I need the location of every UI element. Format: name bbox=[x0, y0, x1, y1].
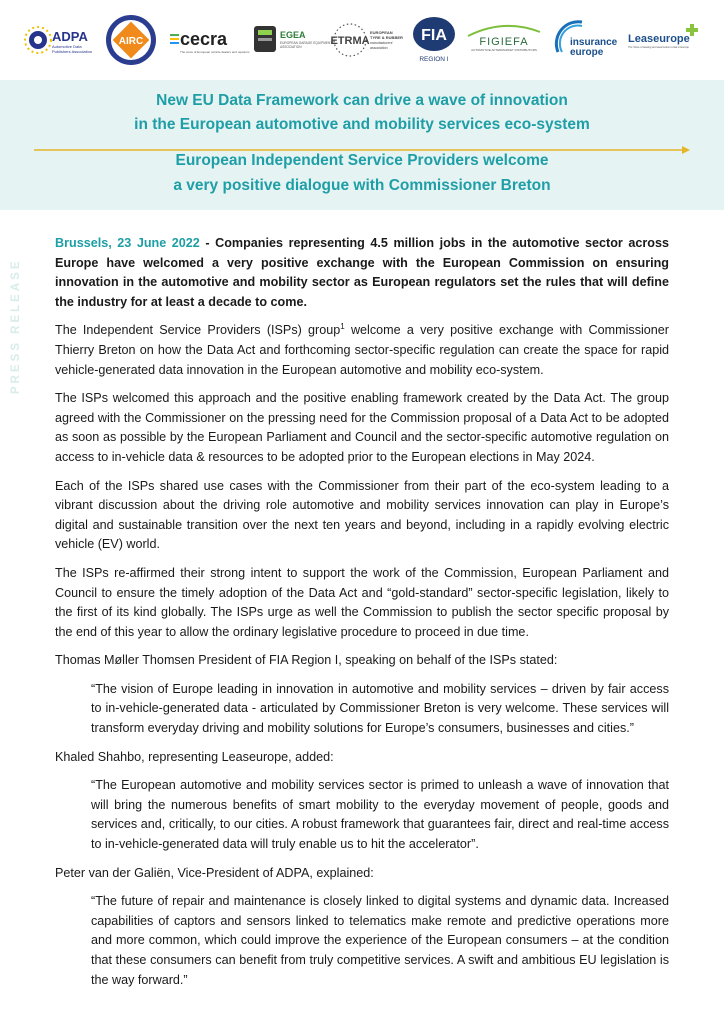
etrma-name: ETRMA bbox=[330, 35, 370, 47]
leaseurope-logo bbox=[626, 12, 704, 68]
header-divider-arrow bbox=[34, 145, 690, 155]
paragraph-2: The ISPs welcomed this approach and the positive enabling framework created by the Data Act. The group agreed with the Commissioner on the pressing need for the Commission proposal of a Data Act to be adopted as soon as possible by the European Parliament and Council and the sector-specific automotive regulation on access to in-vehicle data & resources to be adopted prior to the European elections in May 2024. bbox=[55, 391, 669, 464]
etrma-tagline-2: TYRE & RUBBER bbox=[370, 35, 403, 40]
adpa-name: ADPA bbox=[52, 29, 88, 44]
logo-bar bbox=[0, 0, 724, 80]
insurance-line-2: europe bbox=[570, 47, 604, 58]
lead-paragraph bbox=[55, 234, 669, 312]
figiefa-logo bbox=[464, 12, 544, 68]
etrma-logo bbox=[332, 12, 406, 68]
egea-name: EGEA bbox=[280, 30, 306, 40]
airc-logo bbox=[104, 12, 158, 68]
fia-name: FIA bbox=[421, 27, 447, 44]
subtitle-line-1: European Independent Service Providers welcome bbox=[175, 152, 549, 169]
paragraph-3: Each of the ISPs shared use cases with the Commissioner from their part of the eco-system leading to a vibrant discussion about the driving role automotive and mobility services innovation can play in Europe’s digital and sustainable transition over the next ten years and beyond, including in a rapidly evolving electric vehicle (EV) world. bbox=[55, 478, 669, 552]
leaseurope-name: Leaseurope bbox=[628, 33, 690, 45]
quote-2: “The European automotive and mobility services sector is primed to unleash a wave of innovation that will bring the numerous benefits of smart mobility to the everyday movement of people, goods and services and, critically, to our cities. A robust framework that guarantees fair, direct and real-time access to in-vehicle-generated data will truly enable us to hit the accelerator”. bbox=[91, 778, 669, 852]
quote-1: “The vision of Europe leading in innovation in automotive and mobility services – driven by fair access to in-vehicle-generated data - articulated by Commissioner Breton is very welcome. These services will transform everyday driving and mobility solutions for Europe’s consumers, businesses and cities.” bbox=[91, 681, 669, 736]
egea-logo bbox=[252, 12, 333, 68]
cecra-logo bbox=[168, 12, 248, 68]
fia-logo bbox=[410, 12, 460, 68]
leaseurope-tagline: The Voice of leasing and automotive rental in Europe bbox=[628, 46, 689, 49]
insurance-europe-logo bbox=[552, 12, 616, 68]
subtitle-line-2: a very positive dialogue with Commissioner Breton bbox=[173, 177, 551, 194]
cecra-name: cecra bbox=[180, 29, 228, 49]
lead-text: - Companies representing 4.5 million jobs in the automotive sector across Europe have welcomed a very positive exchange with the European Commission on ensuring innovation in the automotive and mobility sector as European regulators set the rules that will define the industry for at least a decade to come. bbox=[55, 236, 669, 309]
title-line-1: New EU Data Framework can drive a wave of innovation bbox=[156, 92, 568, 109]
figiefa-tagline: AUTOMOTIVE AFTERMARKET DISTRIBUTORS bbox=[471, 48, 537, 52]
paragraph-5: Thomas Møller Thomsen President of FIA Region I, speaking on behalf of the ISPs stated: bbox=[55, 653, 558, 668]
press-release-body bbox=[55, 234, 669, 999]
paragraph-1 bbox=[55, 321, 669, 380]
paragraph-6: Khaled Shahbo, representing Leaseurope, added: bbox=[55, 749, 334, 764]
etrma-tagline-4: association bbox=[370, 46, 388, 50]
paragraph-1-a: The Independent Service Providers (ISPs) group bbox=[55, 323, 341, 338]
etrma-tagline-3: manufacturers' bbox=[370, 41, 394, 45]
footnote-ref: 1 bbox=[340, 322, 345, 332]
paragraph-4: The ISPs re-affirmed their strong intent to support the work of the Commission, European Parliament and Council to ensure the timely adoption of the Data Act and “gold-standard” sector-specific legislation, likely to the first of its kind globally. The ISPs urge as well the Commission to publish the sector specific proposal by the end of this year to allow the ordinary legislative procedure to proceed in due time. bbox=[55, 565, 669, 639]
press-release-label: PRESS RELEASE bbox=[10, 258, 22, 394]
fia-region: REGION I bbox=[419, 56, 449, 63]
release-date: Brussels, 23 June 2022 bbox=[55, 236, 200, 250]
quote-3: “The future of repair and maintenance is closely linked to digital systems and dynamic data. Increased capabilities of captors and sensors linked to telematics make remote and predictive operations more and more common, which could improve the experience of the European consumers – at the condition that these consumers can benefit from truly competitive services. A swift and ambitious EU legislation is the way forward.” bbox=[91, 894, 669, 987]
paragraph-7: Peter van der Galiën, Vice-President of ADPA, explained: bbox=[55, 865, 374, 880]
insurance-line-1: insurance bbox=[570, 37, 618, 48]
egea-tagline-2: ASSOCIATION bbox=[280, 45, 302, 49]
egea-tagline-1: EUROPEAN GARAGE EQUIPMENT bbox=[280, 41, 333, 45]
figiefa-name: FIGIEFA bbox=[479, 36, 529, 48]
adpa-logo bbox=[22, 12, 98, 68]
paragraph-1-b: welcome a very positive exchange with Commissioner Thierry Breton on how the Data Act and forthcoming sector-specific regulation can create the space for rapid vehicle-generated data innovation in the European automotive and mobility eco-system. bbox=[55, 323, 670, 377]
adpa-tagline-1: Automotive Data bbox=[52, 44, 82, 49]
adpa-tagline-2: Publishers Association bbox=[52, 49, 93, 54]
etrma-tagline-1: EUROPEAN bbox=[370, 30, 393, 35]
title-line-2: in the European automotive and mobility services eco-system bbox=[134, 116, 590, 133]
airc-name: AIRC bbox=[118, 36, 144, 47]
cecra-tagline: The voice of European vehicle dealers and repairers bbox=[180, 50, 250, 54]
